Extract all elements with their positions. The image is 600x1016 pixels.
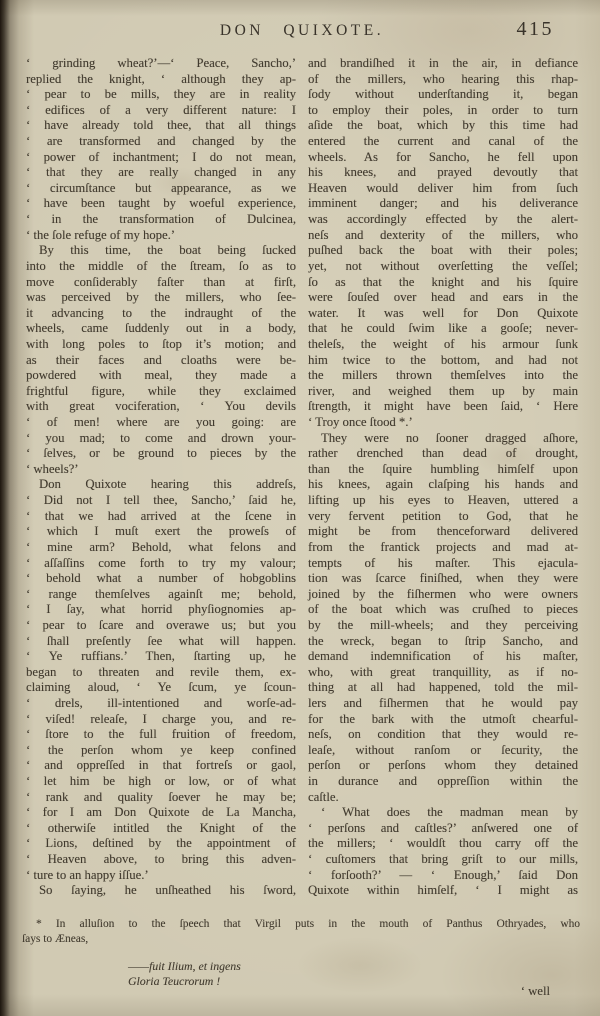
- text-line: ‘ Ye ruffians.’ Then, ſtarting up, he: [26, 649, 296, 664]
- text-line: began to threaten and revile them, ex-: [26, 664, 296, 679]
- text-line: frightful figure, while they exclaimed: [26, 383, 296, 398]
- text-line: ‘ let him be high or low, or of what: [26, 774, 296, 789]
- paragraph: [26, 883, 296, 899]
- text-line: Don Quixote hearing this addreſs,: [39, 477, 296, 492]
- text-line: ‘ in the transformation of Dulcinea,: [26, 212, 296, 227]
- text-line: ‘ Lions, deſtined by the appointment of: [26, 836, 296, 851]
- text-line: of the millers, who hearing this rhap-: [308, 71, 578, 86]
- text-line: tempts of his maſter. This ejacula-: [308, 555, 578, 570]
- text-line: the millers thrown themſelves into the: [308, 368, 578, 383]
- text-line: was accordingly effected by the alert-: [308, 212, 578, 227]
- text-line: for the bark with the utmoſt chearful-: [308, 711, 578, 726]
- text-line: entered the current and canal of the: [308, 134, 578, 149]
- text-line: puſhed back the boat with their poles;: [308, 243, 578, 258]
- footnote-quote-line: Gloria Teucrorum !: [128, 973, 221, 988]
- paragraph: [26, 243, 296, 477]
- text-line: than the ſquire humbling himſelf upon: [308, 461, 578, 476]
- text-line: ‘ that they are really changed in any: [26, 165, 296, 180]
- text-line: ‘ have already told thee, that all things: [26, 118, 296, 133]
- text-line: ‘ ture to an happy iſſue.’: [26, 867, 149, 882]
- text-line: ‘ viſed! releaſe, I charge you, and re-: [26, 711, 296, 726]
- text-line: ‘ range themſelves againſt me; behold,: [26, 586, 296, 601]
- text-line: ‘ drels, ill-intentioned and worſe-ad-: [26, 695, 296, 710]
- text-line: yet, not without overſetting the veſſel;: [308, 258, 578, 273]
- text-line: rather drenched than dead of drought,: [308, 446, 578, 461]
- text-column-right: [308, 56, 578, 899]
- text-line: lifting up his eyes to Heaven, uttered a: [308, 493, 578, 508]
- text-line: and brandiſhed it in the air, in defiance: [308, 56, 578, 70]
- text-line: ‘ ſelves, or be ground to pieces by the: [26, 446, 296, 461]
- text-line: ‘ edifices of a very different nature: I: [26, 102, 296, 117]
- footnote-quote: [128, 959, 580, 989]
- text-line: ‘ of men! where are you going: are: [26, 415, 296, 430]
- text-line: thing at all had happened, told the mil-: [308, 680, 578, 695]
- text-line: might be from thenceforward delivered: [308, 524, 578, 539]
- footnote-line: ſays to Æneas,: [22, 932, 89, 945]
- text-line: ‘ that we had arrived at the ſcene in: [26, 508, 296, 523]
- catchword: ‘ well: [520, 984, 550, 998]
- text-line: to employ their poles, in order to turn: [308, 102, 578, 117]
- page-header: [26, 18, 578, 50]
- text-line: were ſouſed over head and ears in the: [308, 290, 578, 305]
- text-line: who, with great tranquillity, as if no-: [308, 664, 578, 679]
- text-line: ‘ grinding wheat?’—‘ Peace, Sancho,’: [26, 56, 296, 70]
- text-line: ‘ Troy once ſtood *.’: [308, 415, 413, 430]
- text-line: Heaven would deliver him from ſuch: [308, 180, 578, 195]
- text-line: ‘ the perſon whom ye keep confined: [26, 742, 296, 757]
- text-line: his knees, again claſping his hands and: [308, 477, 578, 492]
- running-title: DON QUIXOTE.: [219, 22, 385, 39]
- text-line: by the mill-wheels; and they perceiving: [308, 617, 578, 632]
- text-line: the wreck, began to ſtrip Sancho, and: [308, 633, 578, 648]
- text-line: move conſiderably faſter than at firſt,: [26, 274, 296, 289]
- page-number: 415: [516, 18, 554, 40]
- text-line: ſo as that the knight and his ſquire: [308, 274, 578, 289]
- text-line: from the frantick projects and mad at-: [308, 539, 578, 554]
- text-line: of the boat which was cruſhed to pieces: [308, 602, 578, 617]
- text-line: ‘ cuſtomers that bring griſt to our mills,: [308, 852, 578, 867]
- footnote-quote-line: ——fuit Ilium, et ingens: [128, 959, 241, 974]
- text-line: ‘ behold what a number of hobgoblins: [26, 571, 296, 586]
- text-line: ſody without underſtanding it, began: [308, 87, 578, 102]
- text-line: ‘ wheels?’: [26, 461, 79, 476]
- text-line: neſs, on condition that they would re-: [308, 727, 578, 742]
- text-line: demand indemnification of his maſter,: [308, 649, 578, 664]
- text-line: ‘ ſhall preſently ſee what will happen.: [26, 633, 296, 648]
- text-line: very fervent petition to God, that he: [308, 508, 578, 523]
- text-line: perſon or perſons whom they detained: [308, 758, 578, 773]
- text-line: as their faces and cloaths were be-: [26, 352, 296, 367]
- paragraph: [308, 56, 578, 431]
- paragraph: [26, 56, 296, 243]
- text-line: ‘ What does the madman mean by: [321, 805, 578, 820]
- text-line: ‘ the ſole refuge of my hope.’: [26, 227, 176, 242]
- text-line: ‘ circumſtance but appearance, as we: [26, 180, 296, 195]
- text-line: replied the knight, ‘ although they ap-: [26, 71, 296, 86]
- text-line: with great vociferation, ‘ You devils: [26, 399, 296, 414]
- text-line: claiming aloud, ‘ Ye ſcum, ye ſcoun-: [26, 680, 296, 695]
- text-column-left: [26, 56, 296, 899]
- footnote-line: * In alluſion to the ſpeech that Virgil puts in the mouth of Panthus Othryades, who: [36, 918, 580, 930]
- text-line: it advancing to the indraught of the: [26, 305, 296, 320]
- text-line: ‘ and oppreſſed in that fortreſs or gaol,: [26, 758, 296, 773]
- text-line: wheels. As for Sancho, he fell upon: [308, 149, 578, 164]
- text-block: [26, 56, 579, 899]
- text-line: ‘ have been taught by woeful experience,: [26, 196, 296, 211]
- text-line: river, and weighed them up by main: [308, 383, 578, 398]
- text-line: neſs and dexterity of the millers, who: [308, 227, 578, 242]
- text-line: wheels, came ſuddenly out in a body,: [26, 321, 296, 336]
- text-line: So ſaying, he unſheathed his ſword,: [39, 883, 296, 898]
- text-line: ‘ which I muſt exert the proweſs of: [26, 524, 296, 539]
- text-line: Quixote within himſelf, ‘ I might as: [308, 883, 578, 898]
- text-line: ‘ power of inchantment; I do not mean,: [26, 149, 296, 164]
- text-line: By this time, the boat being ſucked: [39, 243, 296, 258]
- paragraph: [308, 805, 578, 899]
- text-line: his knees, and prayed devoutly that: [308, 165, 578, 180]
- text-line: ‘ mine arm? Behold, what felons and: [26, 539, 296, 554]
- text-line: ‘ pear to ſcare and overawe us; but you: [26, 617, 296, 632]
- text-line: aſide the boat, which by this time had: [308, 118, 578, 133]
- text-line: ‘ ſtore to the full fruition of freedom,: [26, 727, 296, 742]
- text-line: ‘ rank and quality ſoever he may be;: [26, 789, 296, 804]
- text-line: leaſe, without ranſom or ſecurity, the: [308, 742, 578, 757]
- text-line: water. It was well for Don Quixote: [308, 305, 578, 320]
- text-line: in durance and oppreſſion within the: [308, 774, 578, 789]
- text-line: ‘ pear to be mills, they are in reality: [26, 87, 296, 102]
- footnote: [22, 917, 580, 989]
- text-line: joined by the fiſhermen who were owners: [308, 586, 578, 601]
- text-line: him twice to the bottom, and had not: [308, 352, 578, 367]
- text-line: ‘ for I am Don Quixote de La Mancha,: [26, 805, 296, 820]
- text-line: ‘ perſons and caſtles?’ anſwered one of: [308, 820, 578, 835]
- text-line: ‘ are transformed and changed by the: [26, 134, 296, 149]
- text-line: was perceived by the millers, who ſee-: [26, 290, 296, 305]
- text-line: lers and fiſhermen that he would pay: [308, 695, 578, 710]
- text-line: with long poles to ſtop it’s motion; and: [26, 336, 296, 351]
- text-line: ‘ forſooth?’ — ‘ Enough,’ ſaid Don: [308, 867, 578, 882]
- text-line: into the middle of the ſtream, ſo as to: [26, 258, 296, 273]
- text-line: They were no ſooner dragged aſhore,: [321, 430, 578, 445]
- text-line: ‘ I ſay, what horrid phyſiognomies ap-: [26, 602, 296, 617]
- text-line: ‘ you mad; to come and drown your-: [26, 430, 296, 445]
- text-line: tion was ſcarce finiſhed, when they were: [308, 571, 578, 586]
- text-line: ‘ otherwiſe intitled the Knight of the: [26, 820, 296, 835]
- text-line: caſtle.: [308, 789, 339, 804]
- text-line: ‘ aſſaſſins come forth to try my valour;: [26, 555, 296, 570]
- text-line: theleſs, the weight of his armour ſunk: [308, 336, 578, 351]
- text-line: ‘ Heaven above, to bring this adven-: [26, 852, 296, 867]
- text-line: the millers; ‘ wouldſt thou carry off the: [308, 836, 578, 851]
- text-line: powdered with meal, they made a: [26, 368, 296, 383]
- text-line: that he could ſwim like a gooſe; never-: [308, 321, 578, 336]
- text-line: imminent danger; and his deliverance: [308, 196, 578, 211]
- paragraph: [26, 477, 296, 883]
- paragraph: [308, 431, 578, 806]
- text-line: ſtrength, it might have been ſaid, ‘ Here: [308, 399, 578, 414]
- text-line: ‘ Did not I tell thee, Sancho,’ ſaid he,: [26, 493, 296, 508]
